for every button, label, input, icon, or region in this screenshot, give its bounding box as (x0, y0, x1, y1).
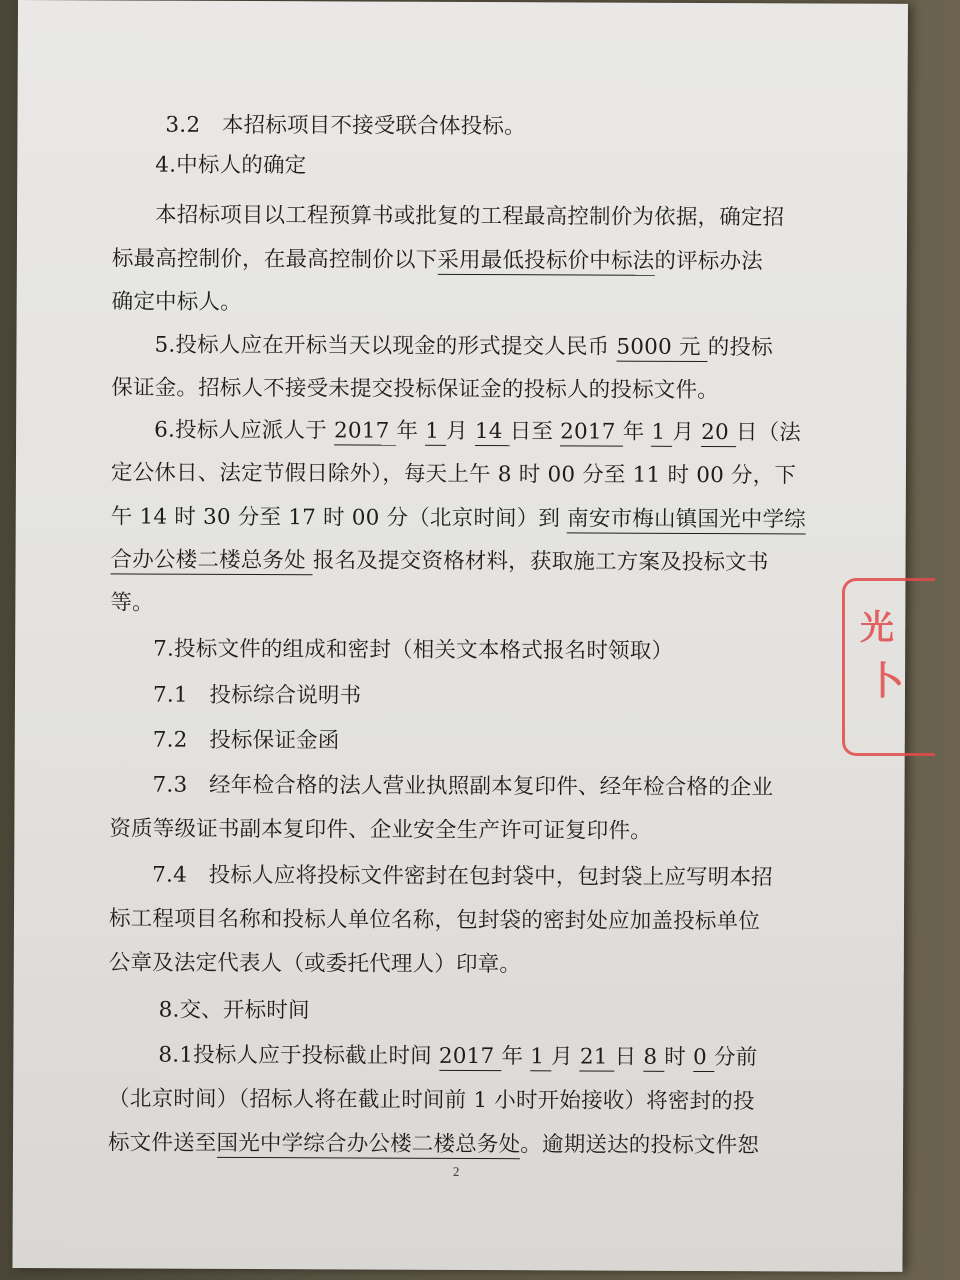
page-number: 2 (452, 1163, 460, 1179)
seal-character: 卜 (866, 658, 905, 703)
underlined-field: 0 (693, 1044, 715, 1071)
text-segment: 3.2 本招标项目不接受联合体投标。 (165, 112, 526, 140)
text-line (112, 244, 763, 277)
underlined-field: 1 (530, 1044, 552, 1070)
underlined-field: 8 (643, 1044, 665, 1070)
text-segment: 年 (396, 418, 426, 444)
underlined-field: 国光中学综合办公楼二楼总务处 (216, 1130, 521, 1158)
text-line (153, 635, 673, 667)
text-segment: 7.1 投标综合说明书 (152, 682, 362, 709)
text-line (110, 545, 768, 578)
text-segment: 7.3 经年检合格的法人营业执照副本复印件、经年检合格的企业 (152, 772, 774, 801)
text-line (109, 904, 760, 937)
text-segment: 月 (672, 419, 702, 445)
text-segment: 的投标 (707, 335, 773, 361)
underlined-field: 5000 元 (616, 334, 708, 361)
text-segment: 的评标办法 (654, 248, 763, 275)
text-segment: 标工程项目名称和投标人单位名称，包封袋的密封处应加盖投标单位 (108, 906, 761, 935)
text-segment: 年 (622, 419, 652, 445)
document-body (18, 0, 908, 1159)
text-line (165, 111, 525, 143)
underlined-field: 14 (474, 418, 510, 445)
underlined-field: 1 (651, 419, 673, 445)
text-line (153, 726, 340, 757)
text-line (152, 861, 773, 894)
text-segment: 公章及法定代表人（或委托代理人）印章。 (108, 950, 522, 978)
text-segment: 日（法 (735, 420, 802, 446)
text-line (108, 1128, 759, 1161)
text-line (153, 681, 362, 712)
text-line (158, 1041, 757, 1074)
text-segment: 7.2 投标保证金函 (152, 727, 340, 754)
text-segment: 7.4 投标人应将投标文件密封在包封袋中，包封袋上应写明本招 (152, 862, 773, 891)
underlined-field: 20 (701, 419, 736, 446)
text-line (153, 771, 774, 804)
seal-character: 光 (860, 608, 894, 648)
text-line (155, 201, 784, 234)
text-segment: 8.交、开标时间 (158, 997, 310, 1024)
text-line (111, 373, 719, 406)
text-segment: （北京时间）（招标人将在截止时间前 1 小时开始接收）将密封的投 (108, 1086, 755, 1115)
text-segment: 时 (664, 1044, 694, 1070)
underlined-field: 合办公楼二楼总务处 (110, 547, 313, 574)
underlined-field: 2017 (333, 418, 397, 444)
underlined-field: 1 (425, 418, 447, 444)
text-segment: 保证金。招标人不接受未提交投标保证金的投标人的投标文件。 (111, 375, 719, 404)
text-segment: 等。 (110, 590, 154, 616)
underlined-field: 21 (579, 1044, 615, 1070)
text-line (108, 1084, 755, 1117)
text-segment: 日 (614, 1044, 644, 1070)
text-line (112, 287, 242, 318)
underlined-field: 2017 (560, 419, 623, 445)
text-line (154, 416, 801, 449)
text-segment: 午 14 时 30 分至 17 时 00 分（北京时间）到 (110, 504, 568, 532)
text-line (109, 948, 521, 980)
text-line (109, 814, 652, 846)
text-segment: 资质等级证书副本复印件、企业安全生产许可证复印件。 (109, 816, 652, 844)
text-segment: 8.1投标人应于投标截止时间 (158, 1042, 439, 1069)
underlined-field: 采用最低投标价中标法 (437, 247, 655, 274)
text-segment: 月 (551, 1044, 580, 1070)
text-segment: 确定中标人。 (111, 289, 242, 315)
text-line (110, 588, 154, 618)
text-segment: 。逾期送达的投标文件恕 (520, 1132, 760, 1159)
text-segment: 6.投标人应派人于 (154, 417, 335, 444)
text-segment: 本招标项目以工程预算书或批复的工程最高控制价为依据，确定招 (155, 202, 785, 231)
text-segment: 月 (446, 418, 475, 444)
text-line (111, 502, 806, 535)
document-page (12, 0, 908, 1272)
text-segment: 分前 (713, 1045, 758, 1071)
text-segment: 7.投标文件的组成和密封（相关文本格式报名时领取） (153, 636, 674, 664)
text-line (159, 996, 310, 1027)
text-segment: 标最高控制价，在最高控制价以下 (111, 246, 438, 273)
text-segment: 5.投标人应在开标当天以现金的形式提交人民币 (154, 332, 617, 360)
text-segment: 定公休日、法定节假日除外），每天上午 8 时 00 分至 11 时 00 分，下 (110, 460, 797, 489)
text-line (111, 458, 796, 491)
underlined-field: 南安市梅山镇国光中学综 (567, 506, 806, 533)
underlined-field: 2017 (438, 1043, 502, 1070)
text-segment: 日至 (509, 419, 561, 445)
text-segment: 标文件送至 (107, 1130, 217, 1156)
text-line (155, 151, 306, 182)
text-segment: 报名及提交资格材料，获取施工方案及投标文书 (312, 548, 769, 576)
text-segment: 年 (501, 1044, 531, 1070)
text-line (154, 331, 772, 364)
text-segment: 4.中标人的确定 (155, 152, 307, 179)
